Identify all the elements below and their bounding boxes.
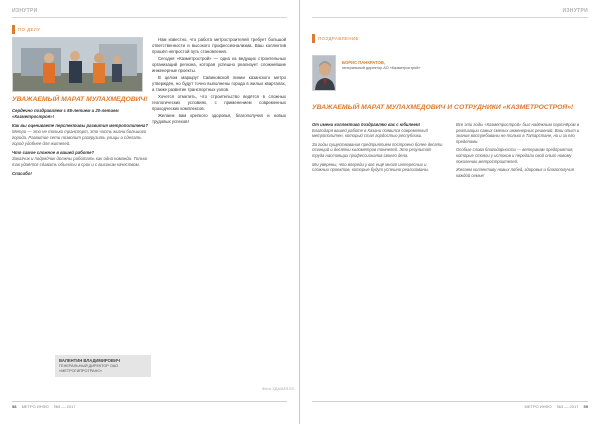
magazine-name: МЕТРО ИНФО (21, 404, 49, 409)
issue-label: №3 — 2017 (53, 404, 76, 409)
page-number: 59 (583, 404, 588, 409)
question-1: Сердечно поздравляем с 85-летием и 20-летием «Казметростроя»! (12, 108, 119, 119)
footer-rule (12, 401, 287, 402)
question-2: Как вы оцениваете перспективы развития метрополитена? (12, 123, 149, 128)
right-page (300, 0, 600, 424)
sidebar-interview (12, 96, 149, 396)
body-paragraph: Сегодня «Казметрострой» — одна из ведущих строительных организаций региона, которая успешно реализует сложнейшие инженерные проекты. (152, 56, 286, 73)
question-3: Что самое сложное в вашей работе? (12, 150, 95, 155)
paragraph: Благодаря вашей работе в Казани появился современный метрополитен, который стал гордостью республики. (312, 127, 428, 139)
portrait-photo (312, 55, 336, 91)
paragraph: Желаем коллективу новых побед, здоровья и благополучия каждой семье! (456, 167, 574, 178)
workers-photo (12, 37, 143, 92)
body-text-column (152, 37, 286, 377)
paragraph: За годы существования предприятием построено более десяти станций и десятки километров тоннелей. Это результат труда настоящих профессионалов своего дела. (312, 141, 443, 158)
footer-rule (312, 401, 588, 402)
body-paragraph: Хочется отметить, что строительство ведётся в сложных геологических условиях, с применением современных проходческих комплексов. (152, 94, 286, 111)
sidebar-headline: УВАЖАЕМЫЙ МАРАТ МУЛАХМЕДОВИЧ! (12, 96, 148, 103)
person-role: генеральный директор АО «Казметрострой» (342, 66, 421, 70)
page-headline: УВАЖАЕМЫЙ МАРАТ МУЛАХМЕДОВИЧ И СОТРУДНИКИ «КАЗМЕТРОСТРОЯ»! (312, 104, 574, 111)
paragraph: Все эти годы «Казметрострой» был надёжным партнёром в реализации самых смелых инженерных решений. Ваш опыт и знания востребованы не только в Татарстане, но и за его пределами. (456, 122, 580, 144)
answer-3: Заказчик и подрядчик должны работать как одна команда. Только так удаётся сдавать объекты в срок и с высоким качеством. (12, 156, 148, 167)
question: От имени коллектива поздравляю вас с юбилеем! (312, 122, 421, 127)
signature-role: ГЕНЕРАЛЬНЫЙ ДИРЕКТОР ОАО «МЕТРОГИПРОТРАНС» (59, 364, 119, 373)
header-rule (12, 17, 287, 18)
photo-credit: Фото УДАЧИЯ.ЕЛ (262, 386, 295, 391)
section-tab: ИЗНУТРИ (12, 8, 38, 14)
paragraph: Мы уверены, что впереди у вас ещё много интересных и сложных проектов, которые будут успешно реализованы. (312, 161, 430, 173)
header-rule (312, 17, 588, 18)
closing-line: Спасибо! (12, 171, 32, 176)
section-label: ПО ДЕЛУ (18, 27, 41, 32)
body-paragraph: В целом маршрут Савиновской линии казанского метро утверждён, но будут точно выполнены города в жилых кварталах, а также развитие транспортных узлов. (152, 75, 286, 92)
body-paragraph: Нам известно, что работа метростроителей требует большой ответственности и высокого профессионализма. Ваш коллектив прошёл непростой путь становления. (152, 37, 286, 54)
text-column-right (456, 122, 588, 181)
section-label: ПОЗДРАВЛЕНИЕ (318, 36, 359, 41)
magazine-name: МЕТРО ИНФО (524, 404, 552, 409)
page-number: 58 (12, 404, 17, 409)
text-column-left (312, 122, 444, 176)
signature-block (55, 355, 151, 377)
signature-name: ВАЛЕНТИН ВЛАДИМИРОВИЧ (59, 358, 120, 363)
person-name: БОРИС ПАНКРАТОВ, (342, 60, 386, 65)
page-footer (312, 404, 588, 414)
section-marker (312, 34, 315, 43)
page-footer (12, 404, 287, 414)
paragraph: Особые слова благодарности — ветеранам предприятия, которые стояли у истоков и передали свой опыт новому поколению метростроителей. (456, 147, 574, 164)
issue-label: №3 — 2017 (556, 404, 579, 409)
body-paragraph: Желаем вам крепкого здоровья, благополучия и новых трудовых успехов! (152, 113, 286, 124)
section-marker (12, 25, 15, 34)
answer-2: Метро — это не только транспорт, это часть жизни большого города. Развитие сети позволит разгрузить улицы и сделать город удобнее для жителей. (12, 129, 147, 146)
section-tab: ИЗНУТРИ (562, 8, 588, 14)
